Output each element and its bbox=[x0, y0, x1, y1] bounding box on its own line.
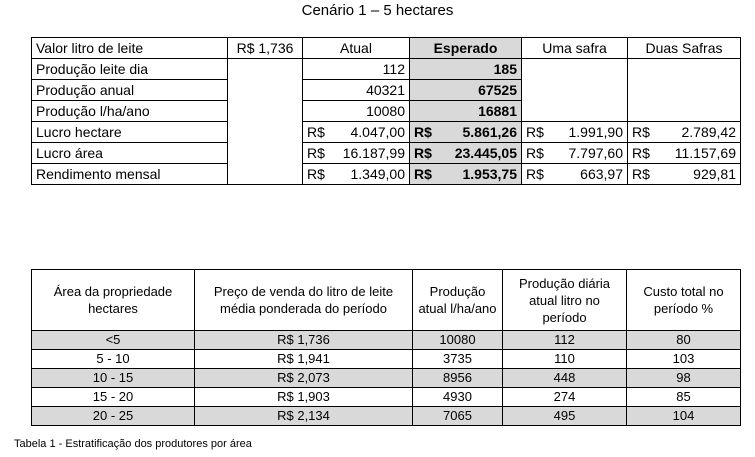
amount: 663,97 bbox=[580, 166, 623, 182]
cell-uma-safra bbox=[522, 143, 628, 164]
cell-price: R$ 1,941 bbox=[195, 350, 413, 369]
cell-cost: 85 bbox=[627, 388, 741, 407]
cell-atual bbox=[303, 143, 410, 164]
row-label: Valor litro de leite bbox=[32, 38, 228, 59]
cell-production: 3735 bbox=[413, 350, 503, 369]
cell-area: 5 - 10 bbox=[32, 350, 195, 369]
cell-area: 10 - 15 bbox=[32, 369, 195, 388]
empty-cell bbox=[228, 59, 303, 185]
cell-atual: 10080 bbox=[303, 101, 410, 122]
col-header-uma-safra: Uma safra bbox=[522, 38, 628, 59]
cell-esperado bbox=[410, 122, 522, 143]
amount: 1.953,75 bbox=[462, 166, 517, 182]
row-label: Produção l/ha/ano bbox=[32, 101, 228, 122]
cell-area: 20 - 25 bbox=[32, 407, 195, 426]
cell-atual bbox=[303, 164, 410, 185]
cell-production: 4930 bbox=[413, 388, 503, 407]
cell-production: 8956 bbox=[413, 369, 503, 388]
amount: 2.789,42 bbox=[681, 124, 736, 140]
cell-esperado: 185 bbox=[410, 59, 522, 80]
currency: R$ bbox=[307, 145, 325, 161]
row-label: Produção leite dia bbox=[32, 59, 228, 80]
cell-esperado: 16881 bbox=[410, 101, 522, 122]
currency: R$ bbox=[414, 166, 432, 182]
cell-daily-production: 448 bbox=[503, 369, 627, 388]
table-row bbox=[32, 369, 741, 388]
table-row bbox=[32, 143, 741, 164]
amount: 11.157,69 bbox=[674, 145, 736, 161]
row-label: Lucro hectare bbox=[32, 122, 228, 143]
currency: R$ bbox=[307, 166, 325, 182]
table-row bbox=[32, 59, 741, 80]
cell-daily-production: 495 bbox=[503, 407, 627, 426]
col-header-cost: Custo total no período % bbox=[627, 270, 741, 331]
currency: R$ bbox=[526, 124, 544, 140]
cell-area: 15 - 20 bbox=[32, 388, 195, 407]
cell-cost: 80 bbox=[627, 331, 741, 350]
table-row bbox=[32, 122, 741, 143]
cell-area: <5 bbox=[32, 331, 195, 350]
table-header-row bbox=[32, 270, 741, 331]
col-header-price: Preço de venda do litro de leite média ponderada do período bbox=[195, 270, 413, 331]
table-row bbox=[32, 331, 741, 350]
amount: 929,81 bbox=[693, 166, 736, 182]
cell-cost: 104 bbox=[627, 407, 741, 426]
empty-cell bbox=[628, 59, 741, 122]
page-title: Cenário 1 – 5 hectares bbox=[301, 2, 454, 19]
cell-atual bbox=[303, 122, 410, 143]
cell-esperado bbox=[410, 143, 522, 164]
currency: R$ bbox=[632, 166, 650, 182]
currency: R$ bbox=[526, 145, 544, 161]
cell-price: R$ 1,736 bbox=[195, 331, 413, 350]
cell-atual: 112 bbox=[303, 59, 410, 80]
cell-daily-production: 112 bbox=[503, 331, 627, 350]
currency: R$ bbox=[414, 124, 432, 140]
cell-uma-safra bbox=[522, 122, 628, 143]
milk-price: R$ 1,736 bbox=[228, 38, 303, 59]
amount: 5.861,26 bbox=[462, 124, 517, 140]
cell-esperado bbox=[410, 164, 522, 185]
table-row bbox=[32, 350, 741, 369]
cell-duas-safras bbox=[628, 164, 741, 185]
amount: 16.187,99 bbox=[342, 145, 405, 161]
currency: R$ bbox=[526, 166, 544, 182]
cell-atual: 40321 bbox=[303, 80, 410, 101]
cell-cost: 98 bbox=[627, 369, 741, 388]
stratification-table bbox=[31, 269, 741, 426]
currency: R$ bbox=[414, 145, 432, 161]
cell-cost: 103 bbox=[627, 350, 741, 369]
currency: R$ bbox=[307, 124, 325, 140]
col-header-production: Produção atual l/ha/ano bbox=[413, 270, 503, 331]
table-row bbox=[32, 164, 741, 185]
row-label: Produção anual bbox=[32, 80, 228, 101]
amount: 23.445,05 bbox=[454, 145, 517, 161]
col-header-area: Área da propriedade hectares bbox=[32, 270, 195, 331]
table-row bbox=[32, 388, 741, 407]
cell-duas-safras bbox=[628, 143, 741, 164]
amount: 7.797,60 bbox=[568, 145, 623, 161]
col-header-esperado: Esperado bbox=[410, 38, 522, 59]
cell-production: 10080 bbox=[413, 331, 503, 350]
amount: 4.047,00 bbox=[350, 124, 405, 140]
cell-daily-production: 110 bbox=[503, 350, 627, 369]
col-header-atual: Atual bbox=[303, 38, 410, 59]
scenario-table bbox=[31, 37, 741, 185]
cell-esperado: 67525 bbox=[410, 80, 522, 101]
col-header-daily-production: Produção diária atual litro no período bbox=[503, 270, 627, 331]
cell-daily-production: 274 bbox=[503, 388, 627, 407]
cell-production: 7065 bbox=[413, 407, 503, 426]
table-caption: Tabela 1 - Estratificação dos produtores por área bbox=[14, 438, 252, 450]
currency: R$ bbox=[632, 124, 650, 140]
amount: 1.991,90 bbox=[568, 124, 623, 140]
row-label: Lucro área bbox=[32, 143, 228, 164]
cell-duas-safras bbox=[628, 122, 741, 143]
cell-price: R$ 2,073 bbox=[195, 369, 413, 388]
currency: R$ bbox=[632, 145, 650, 161]
cell-price: R$ 2,134 bbox=[195, 407, 413, 426]
col-header-duas-safras: Duas Safras bbox=[628, 38, 741, 59]
row-label: Rendimento mensal bbox=[32, 164, 228, 185]
amount: 1.349,00 bbox=[350, 166, 405, 182]
empty-cell bbox=[522, 59, 628, 122]
cell-uma-safra bbox=[522, 164, 628, 185]
table-row bbox=[32, 407, 741, 426]
cell-price: R$ 1,903 bbox=[195, 388, 413, 407]
table-row bbox=[32, 38, 741, 59]
